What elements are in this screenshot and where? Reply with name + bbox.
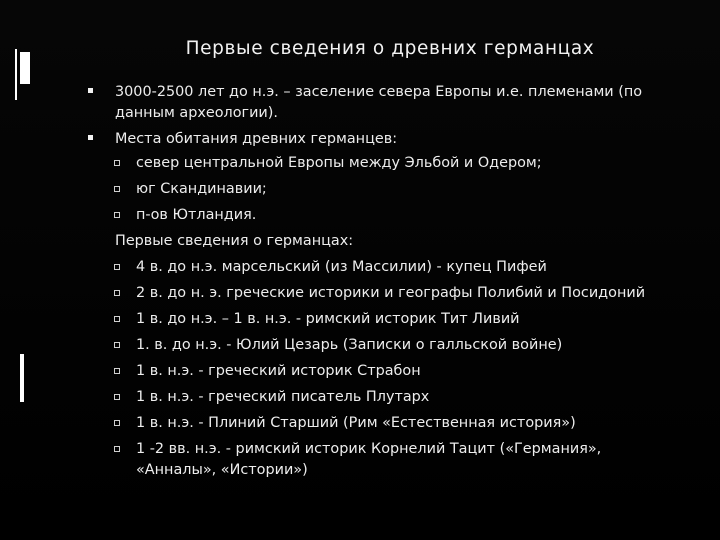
list-item-text: Первые сведения о германцах: [115, 233, 354, 249]
hollow-square-bullet-icon [114, 394, 120, 400]
list-item [86, 153, 686, 174]
list-item-text: 4 в. до н.э. марсельский (из Массилии) - купец Пифей [136, 259, 547, 275]
list-item-text: 1 в. н.э. - греческий историк Страбон [136, 363, 421, 379]
hollow-square-bullet-icon [114, 368, 120, 374]
hollow-square-bullet-icon [114, 446, 120, 452]
list-item-text: 1 в. до н.э. – 1 в. н.э. - римский историк Тит Ливий [136, 311, 520, 327]
bullet-list [86, 82, 686, 486]
list-item-text: 1 -2 вв. н.э. - римский историк Корнелий Тацит («Германия», «Анналы», «Истории») [136, 441, 602, 478]
list-item [86, 387, 686, 408]
list-item-text: север центральной Европы между Эльбой и Одером; [136, 155, 542, 171]
list-item [86, 335, 686, 356]
list-item [86, 129, 686, 150]
slide-title: Первые сведения о древних германцах [185, 38, 595, 59]
hollow-square-bullet-icon [114, 160, 120, 166]
list-item [86, 361, 686, 382]
list-item [86, 231, 686, 252]
list-item-text: п-ов Ютландия. [136, 207, 257, 223]
square-bullet-icon [88, 135, 93, 140]
list-item [86, 439, 686, 481]
decorative-bar [20, 52, 30, 84]
list-item-text: 1 в. н.э. - Плиний Старший (Рим «Естественная история») [136, 415, 576, 431]
list-item [86, 309, 686, 330]
list-item [86, 283, 686, 304]
hollow-square-bullet-icon [114, 186, 120, 192]
decorative-bar [20, 354, 24, 402]
list-item [86, 179, 686, 200]
list-item-text: 2 в. до н. э. греческие историки и географы Полибий и Посидоний [136, 285, 646, 301]
list-item [86, 257, 686, 278]
list-item [86, 205, 686, 226]
list-item [86, 413, 686, 434]
hollow-square-bullet-icon [114, 316, 120, 322]
hollow-square-bullet-icon [114, 264, 120, 270]
decorative-bar [15, 49, 17, 100]
list-item [86, 82, 686, 124]
list-item-text: 1. в. до н.э. - Юлий Цезарь (Записки о галльской войне) [136, 337, 563, 353]
square-bullet-icon [88, 88, 93, 93]
hollow-square-bullet-icon [114, 212, 120, 218]
hollow-square-bullet-icon [114, 420, 120, 426]
hollow-square-bullet-icon [114, 290, 120, 296]
list-item-text: юг Скандинавии; [136, 181, 267, 197]
list-item-text: 3000-2500 лет до н.э. – заселение севера Европы и.е. племенами (по данным археологии). [115, 84, 643, 121]
list-item-text: 1 в. н.э. - греческий писатель Плутарх [136, 389, 430, 405]
hollow-square-bullet-icon [114, 342, 120, 348]
list-item-text: Места обитания древних германцев: [115, 131, 398, 147]
